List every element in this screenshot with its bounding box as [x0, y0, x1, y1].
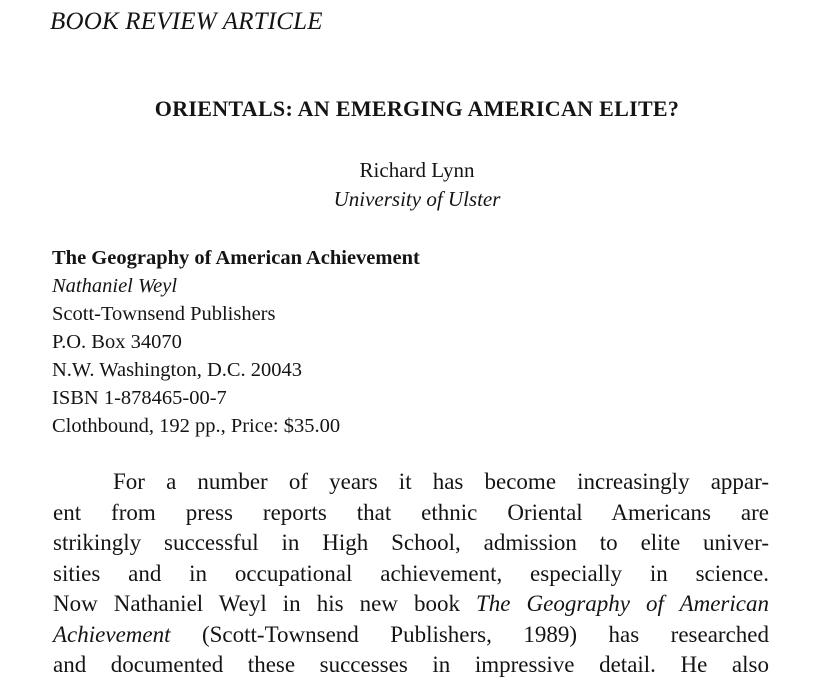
article-affiliation: University of Ulster	[333, 187, 501, 211]
book-isbn: ISBN 1-878465-00-7	[52, 387, 227, 409]
book-address-line1: P.O. Box 34070	[52, 331, 182, 353]
book-title-reference: Achievement	[53, 621, 171, 647]
body-paragraph	[53, 467, 769, 681]
book-title-reference: The Geography of American	[476, 591, 769, 616]
article-author: Richard Lynn	[359, 158, 475, 182]
book-title: The Geography of American Achievement	[52, 247, 420, 269]
body-line: ent from press reports that ethnic Oriental Americans are	[53, 499, 769, 525]
book-address-line2: N.W. Washington, D.C. 20043	[52, 359, 303, 381]
body-line: sities and in occupational achievement, especially in science.	[53, 560, 769, 586]
book-publisher: Scott-Townsend Publishers	[52, 303, 276, 325]
book-binding-price: Clothbound, 192 pp., Price: $35.00	[52, 415, 341, 437]
body-text-run: (Scott-Townsend Publishers, 1989) has researched	[170, 621, 769, 647]
book-author: Nathaniel Weyl	[52, 275, 178, 297]
book-info-block	[52, 244, 420, 440]
body-text-run: Now Nathaniel Weyl in his new book	[53, 591, 476, 616]
body-line	[53, 620, 769, 651]
section-label: BOOK REVIEW ARTICLE	[50, 8, 323, 35]
body-line	[53, 589, 769, 620]
body-line: and documented these successes in impressive detail. He also	[53, 652, 769, 677]
body-line: For a number of years it has become increasingly appar-	[113, 469, 769, 494]
body-line: strikingly successful in High School, admission to elite univer-	[53, 530, 769, 555]
article-title: ORIENTALS: AN EMERGING AMERICAN ELITE?	[154, 96, 680, 121]
